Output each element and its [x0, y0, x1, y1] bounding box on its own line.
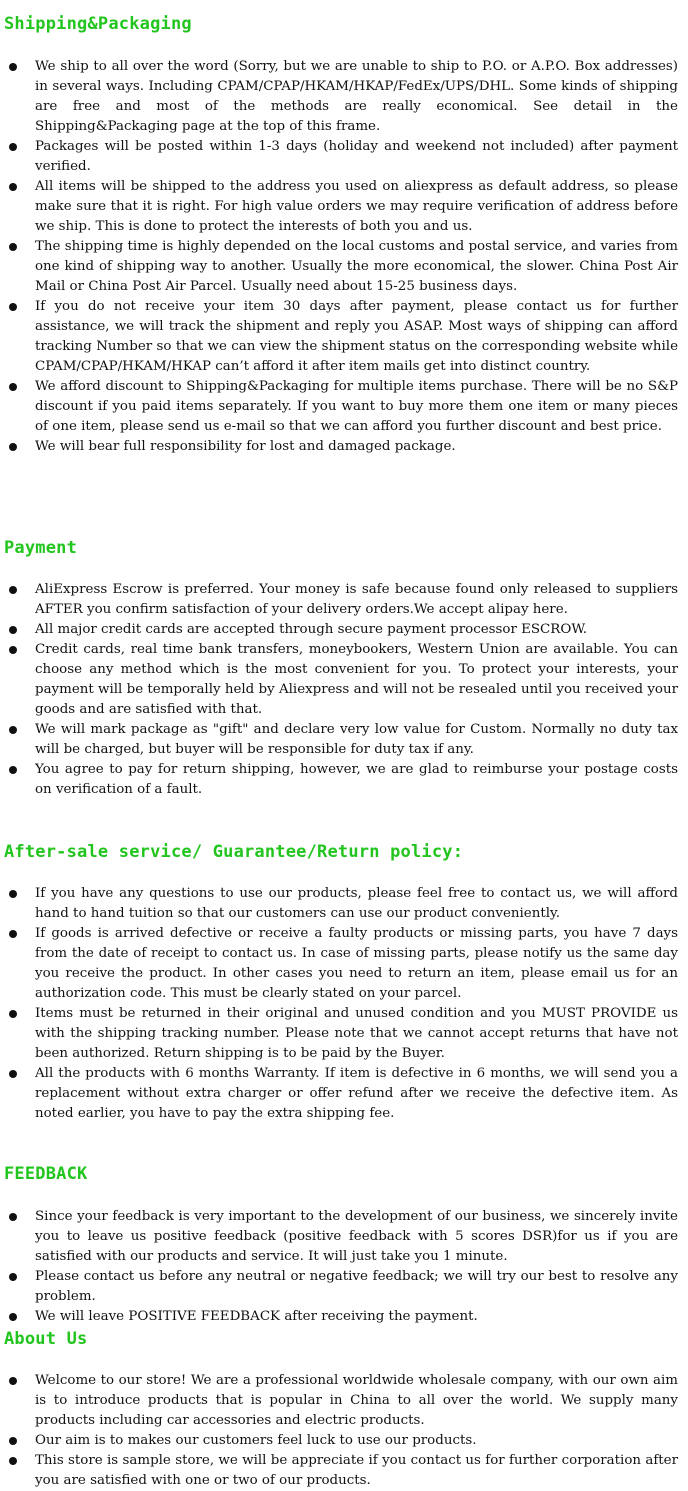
section-heading-after-sale: After-sale service/ Guarantee/Return policy: — [4, 842, 464, 862]
bullet-icon — [9, 243, 17, 251]
list-item: This store is sample store, we will be appreciate if you contact us for further corporation after you are satisfied with one or two of our products. — [0, 1451, 688, 1491]
list-item: We will leave POSITIVE FEEDBACK after receiving the payment. — [0, 1307, 688, 1327]
list-item: Items must be returned in their original and unused condition and you MUST PROVIDE us with the shipping tracking number. Please note that we cannot accept returns that have not been authorized. Return shipping is to be paid by the Buyer. — [0, 1004, 688, 1064]
bullet-icon — [9, 646, 17, 654]
about-list — [0, 1371, 688, 1491]
list-item: We will mark package as "gift" and declare very low value for Custom. Normally no duty tax will be charged, but buyer will be responsible for duty tax if any. — [0, 720, 688, 760]
bullet-icon — [9, 1313, 17, 1321]
list-item: You agree to pay for return shipping, however, we are glad to reimburse your postage costs on verification of a fault. — [0, 760, 688, 800]
list-item: Please contact us before any neutral or negative feedback; we will try our best to resolve any problem. — [0, 1267, 688, 1307]
bullet-icon — [9, 1273, 17, 1281]
bullet-icon — [9, 1457, 17, 1465]
bullet-icon — [9, 626, 17, 634]
section-heading-feedback: FEEDBACK — [4, 1164, 88, 1184]
bullet-icon — [9, 930, 17, 938]
bullet-icon — [9, 143, 17, 151]
bullet-icon — [9, 1010, 17, 1018]
list-item: Welcome to our store! We are a professional worldwide wholesale company, with our own aim is to introduce products that is popular in China to all over the world. We supply many products including car accessories and electric products. — [0, 1371, 688, 1431]
list-item: All items will be shipped to the address you used on aliexpress as default address, so please make sure that it is right. For high value orders we may require verification of address before we ship. This is done to protect the interests of both you and us. — [0, 177, 688, 237]
list-item: We will bear full responsibility for lost and damaged package. — [0, 437, 688, 457]
list-item: AliExpress Escrow is preferred. Your money is safe because found only released to suppliers AFTER you confirm satisfaction of your delivery orders.We accept alipay here. — [0, 580, 688, 620]
feedback-list — [0, 1207, 688, 1327]
bullet-icon — [9, 1377, 17, 1385]
list-item: We afford discount to Shipping&Packaging for multiple items purchase. There will be no S&P discount if you paid items separately. If you want to buy more them one item or many pieces of one item, please send us e-mail so that we can afford you further discount and best price. — [0, 377, 688, 437]
bullet-icon — [9, 303, 17, 311]
list-item: Our aim is to makes our customers feel luck to use our products. — [0, 1431, 688, 1451]
list-item: Since your feedback is very important to the development of our business, we sincerely invite you to leave us positive feedback (positive feedback with 5 scores DSR)for us if you are satisfied with our products and service. It will just take you 1 minute. — [0, 1207, 688, 1267]
bullet-icon — [9, 726, 17, 734]
section-heading-shipping: Shipping&Packaging — [4, 14, 192, 34]
bullet-icon — [9, 63, 17, 71]
list-item: Packages will be posted within 1-3 days (holiday and weekend not included) after payment verified. — [0, 137, 688, 177]
bullet-icon — [9, 1070, 17, 1078]
bullet-icon — [9, 890, 17, 898]
bullet-icon — [9, 1213, 17, 1221]
list-item: If you have any questions to use our products, please feel free to contact us, we will afford hand to hand tuition so that our customers can use our product conveniently. — [0, 884, 688, 924]
bullet-icon — [9, 183, 17, 191]
section-heading-payment: Payment — [4, 538, 78, 558]
section-heading-about: About Us — [4, 1329, 88, 1349]
bullet-icon — [9, 586, 17, 594]
after-sale-list — [0, 884, 688, 1124]
list-item: We ship to all over the word (Sorry, but we are unable to ship to P.O. or A.P.O. Box addresses) in several ways. Including CPAM/CPAP/HKAM/HKAP/FedEx/UPS/DHL. Some kinds of shipping are free and most of the methods are really economical. See detail in the Shipping&Packaging page at the top of this frame. — [0, 57, 688, 137]
bullet-icon — [9, 383, 17, 391]
list-item: The shipping time is highly depended on the local customs and postal service, and varies from one kind of shipping way to another. Usually the more economical, the slower. China Post Air Mail or China Post Air Parcel. Usually need about 15-25 business days. — [0, 237, 688, 297]
bullet-icon — [9, 443, 17, 451]
list-item: If you do not receive your item 30 days after payment, please contact us for further assistance, we will track the shipment and reply you ASAP. Most ways of shipping can afford tracking Number so that we can view the shipment status on the corresponding website while CPAM/CPAP/HKAM/HKAP can’t afford it after item mails get into distinct country. — [0, 297, 688, 377]
bullet-icon — [9, 766, 17, 774]
list-item: Credit cards, real time bank transfers, moneybookers, Western Union are available. You can choose any method which is the most convenient for you. To protect your interests, your payment will be temporally held by Aliexpress and will not be resealed until you received your goods and are satisfied with that. — [0, 640, 688, 720]
bullet-icon — [9, 1437, 17, 1445]
list-item: If goods is arrived defective or receive a faulty products or missing parts, you have 7 days from the date of receipt to contact us. In case of missing parts, please notify us the same day you receive the product. In other cases you need to return an item, please email us for an authorization code. This must be clearly stated on your parcel. — [0, 924, 688, 1004]
list-item: All major credit cards are accepted through secure payment processor ESCROW. — [0, 620, 688, 640]
payment-list — [0, 580, 688, 800]
shipping-list — [0, 57, 688, 457]
list-item: All the products with 6 months Warranty. If item is defective in 6 months, we will send you a replacement without extra charger or offer refund after we receive the defective item. As noted earlier, you have to pay the extra shipping fee. — [0, 1064, 688, 1124]
